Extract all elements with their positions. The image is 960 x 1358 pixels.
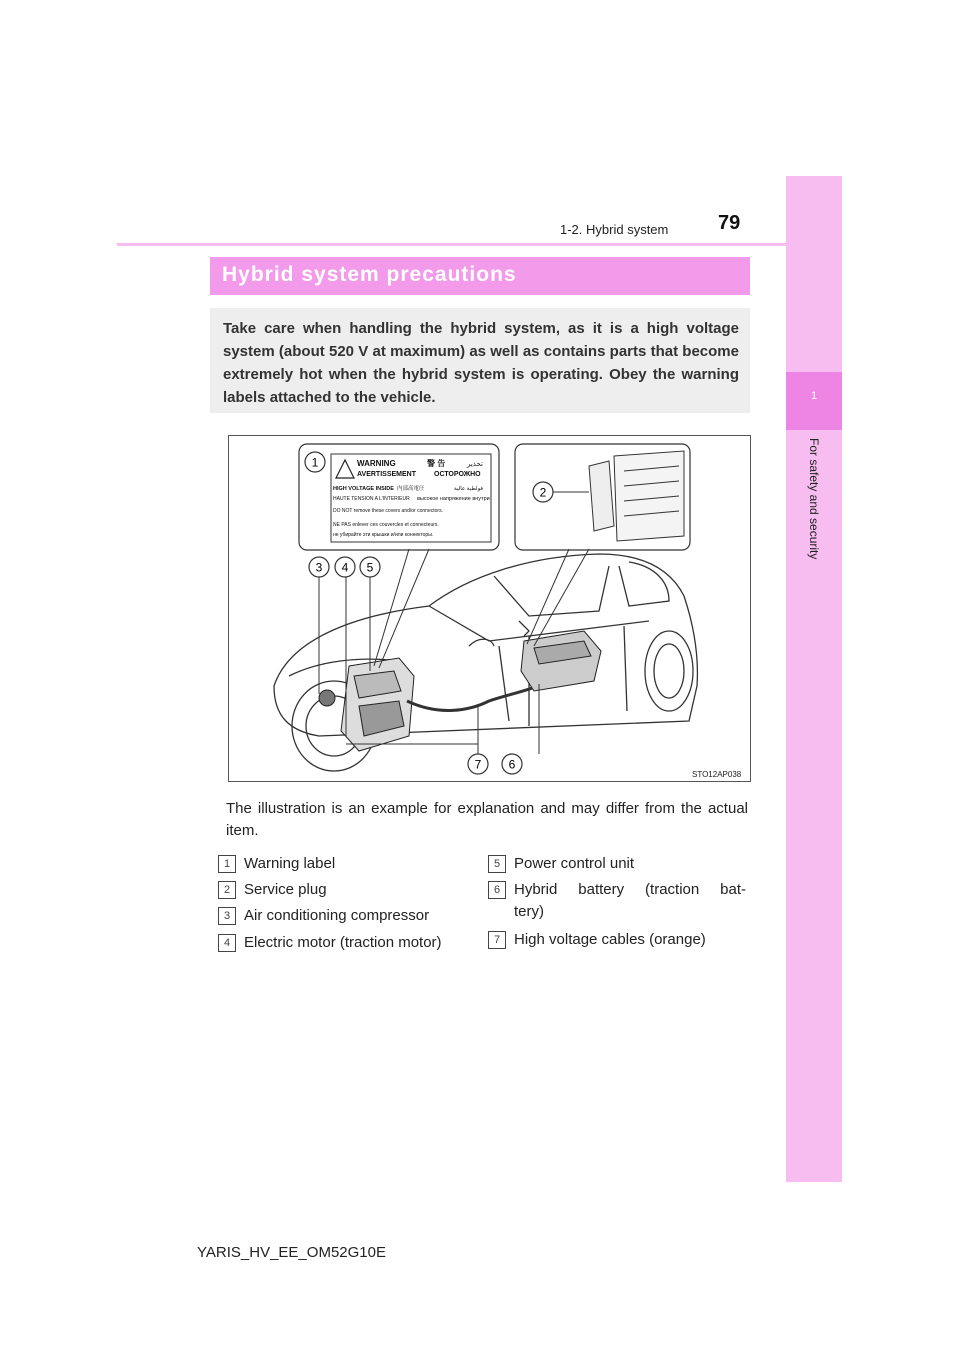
- warning-text-2a: AVERTISSEMENT: [357, 471, 416, 478]
- legend-label: Electric motor (traction motor): [244, 934, 442, 951]
- warning-text-3b: 内部高電圧: [397, 486, 425, 492]
- warning-text-1a: WARNING: [357, 459, 396, 468]
- legend-number: 5: [488, 855, 506, 873]
- callout-4: 4: [341, 560, 349, 575]
- warning-text-4b: высокое напряжение внутри: [417, 496, 490, 502]
- legend-number: 4: [218, 934, 236, 952]
- legend-number: 3: [218, 907, 236, 925]
- warning-text-7: не убирайте эти крышки и/или коннекторы.: [333, 532, 434, 538]
- warning-text-5: DO NOT remove these covers and/or connectors.: [333, 508, 443, 514]
- service-plug: [589, 451, 684, 541]
- chapter-number: 1: [810, 390, 818, 402]
- header-divider: [117, 243, 786, 246]
- callout-1: 1: [311, 455, 319, 470]
- legend-label: Warning label: [244, 855, 336, 872]
- callout-3: 3: [315, 560, 323, 575]
- illustration-caption: The illustration is an example for explanation and may differ from the actual item.: [226, 800, 748, 839]
- section-title: Hybrid system precautions: [222, 263, 517, 286]
- legend-number: 1: [218, 855, 236, 873]
- legend-number: 2: [218, 881, 236, 899]
- intro-box: [210, 308, 750, 413]
- legend-number: 6: [488, 881, 506, 899]
- legend-label: High voltage cables (orange): [514, 931, 706, 948]
- callout-7: 7: [474, 757, 482, 772]
- legend-label-continued: tery): [514, 903, 544, 920]
- warning-text-1b: 警 告: [427, 459, 446, 468]
- page-number: 79: [718, 212, 741, 234]
- warning-text-4a: HAUTE TENSION A L'INTERIEUR: [333, 496, 410, 502]
- chapter-title: For safety and security: [807, 438, 821, 560]
- illustration-frame: [228, 435, 751, 782]
- warning-text-3a: HIGH VOLTAGE INSIDE: [333, 486, 394, 492]
- warning-text-2b: ОСТОРОЖНО: [434, 471, 481, 478]
- figure-code: STO12AP038: [692, 770, 742, 779]
- hybrid-system-illustration: [229, 436, 750, 781]
- warning-text-6: NE PAS enlever ces couvercles et connecteurs.: [333, 522, 439, 528]
- intro-text: Take care when handling the hybrid system, as it is a high voltage system (about 520 V at maximum) as well as contains parts that become extremely hot when the hybrid system is operating. Obey the warning labels attached to the vehicle.: [223, 320, 739, 406]
- chapter-side-tab: [786, 176, 842, 1182]
- hybrid-battery: [521, 631, 601, 691]
- legend-label: Power control unit: [514, 855, 635, 872]
- section-label: 1-2. Hybrid system: [560, 222, 669, 237]
- warning-text-3c: فولطية عالية: [454, 486, 484, 492]
- legend-label: Service plug: [244, 881, 327, 898]
- legend-label: Air conditioning compressor: [244, 907, 430, 924]
- motor-assembly: [319, 658, 414, 751]
- callout-6: 6: [508, 757, 516, 772]
- section-title-bar: [210, 257, 750, 295]
- chapter-number-block: [786, 372, 842, 430]
- legend-label: Hybrid battery (traction bat-: [514, 881, 746, 898]
- document-code-footer: YARIS_HV_EE_OM52G10E: [197, 1244, 386, 1261]
- warning-text-1c: تحذير: [467, 461, 483, 468]
- callout-2: 2: [539, 485, 547, 500]
- legend-number: 7: [488, 931, 506, 949]
- callout-5: 5: [366, 560, 374, 575]
- car-outline: [274, 554, 697, 771]
